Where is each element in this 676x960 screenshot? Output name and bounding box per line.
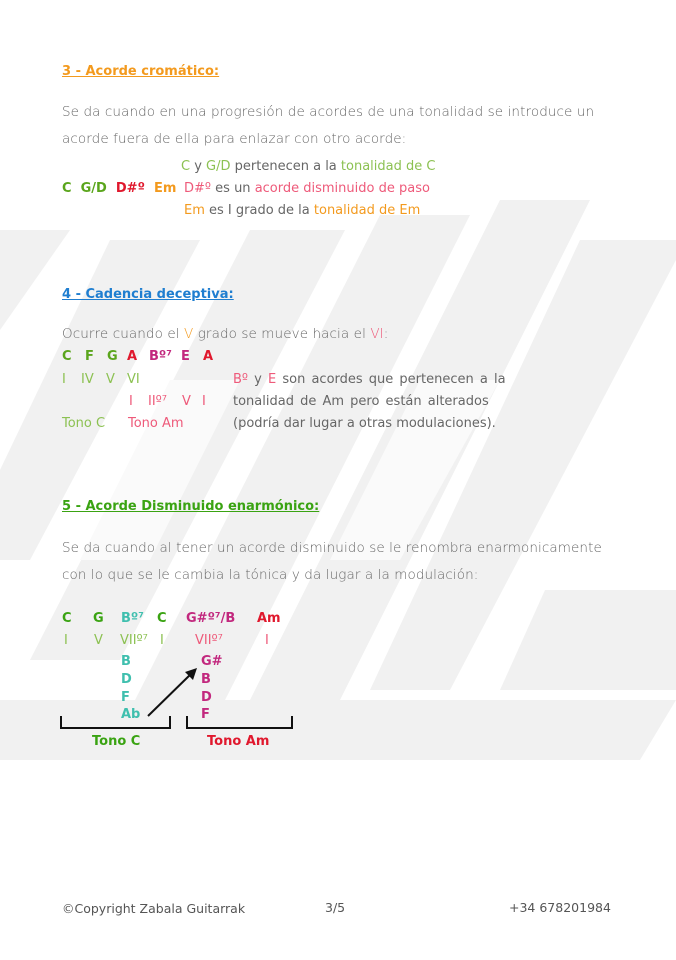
s4-note-line-2: tonalidad de Am pero están alterados xyxy=(233,394,489,409)
s4-degree-iv: IV xyxy=(81,372,94,387)
s4-chord-a: A xyxy=(127,349,138,364)
s5-degree-vii-dim7: VIIº⁷ xyxy=(120,633,148,648)
s5-degree-i2: I xyxy=(160,633,164,648)
s5-chord-c2: C xyxy=(157,611,167,626)
s5-right-note-2: B xyxy=(201,672,211,687)
note-3-key: tonalidad de Em xyxy=(313,203,421,218)
s5-degree-vii-dim7-am: VIIº⁷ xyxy=(195,633,223,648)
bracket-tono-c xyxy=(61,716,170,728)
s4-tono-am: Tono Am xyxy=(128,416,184,431)
note-2-text: es un xyxy=(211,181,255,196)
s5-degree-v: V xyxy=(94,633,103,648)
s4-text-a: Ocurre cuando el xyxy=(62,326,184,342)
section-5-title: 5 - Acorde Disminuido enarmónico: xyxy=(62,499,320,514)
note-1-text-b: pertenecen a la xyxy=(230,159,341,174)
s4-degree-vi: VI xyxy=(370,326,384,342)
s5-chord-g: G xyxy=(93,611,104,626)
s4-degree-v: V xyxy=(183,326,194,342)
footer-phone: +34 678201984 xyxy=(509,900,611,915)
s5-right-note-3: D xyxy=(201,690,212,705)
s4-note-text: son acordes que pertenecen a la xyxy=(276,372,506,387)
footer-copyright: ©Copyright Zabala Guitarrak xyxy=(62,901,246,916)
section-3-title: 3 - Acorde cromático: xyxy=(62,64,220,79)
s4-note-bo: Bº xyxy=(233,372,249,387)
note-1-chord-c: C xyxy=(181,159,191,174)
s4-chord-c: C xyxy=(62,349,72,364)
arrow-line xyxy=(148,671,194,716)
s4-tono-c: Tono C xyxy=(62,416,106,431)
footer-page-number: 3/5 xyxy=(325,900,346,915)
note-1-chord-gd: G/D xyxy=(206,159,231,174)
note-2-chord: D#º xyxy=(184,181,212,196)
s5-tono-am: Tono Am xyxy=(207,734,270,749)
s4-degree-ii-dim7: IIº⁷ xyxy=(148,394,168,409)
s4-note-e: E xyxy=(268,372,277,387)
chord-g-d: G/D xyxy=(80,181,107,196)
bracket-tono-am xyxy=(187,716,292,728)
s4-chord-f: F xyxy=(85,349,94,364)
s5-degree-i: I xyxy=(64,633,68,648)
s4-degree-i-am: I xyxy=(129,394,133,409)
section-3-paragraph-line-1: Se da cuando en una progresión de acordes de una tonalidad se introduce un xyxy=(62,104,595,120)
chord-c: C xyxy=(62,181,72,196)
s5-right-note-4: F xyxy=(201,707,210,722)
section-5-paragraph-line-1: Se da cuando al tener un acorde disminuido se le renombra enarmonicamente xyxy=(62,540,602,556)
section-5-paragraph-line-2: con lo que se le cambia la tónica y da lugar a la modulación: xyxy=(62,567,479,583)
s5-chord-c: C xyxy=(62,611,72,626)
chord-d-sharp-dim: D#º xyxy=(115,181,145,196)
s4-degree-vi: VI xyxy=(127,372,140,387)
note-3-text: es I grado de la xyxy=(204,203,314,218)
s4-degree-v: V xyxy=(106,372,115,387)
s5-left-note-3: F xyxy=(121,690,130,705)
s4-text-c: : xyxy=(383,326,389,342)
note-1-key: tonalidad de C xyxy=(340,159,436,174)
s5-degree-i-am: I xyxy=(265,633,269,648)
s5-left-note-2: D xyxy=(121,672,132,687)
s5-tono-c: Tono C xyxy=(92,734,141,749)
section-4-title: 4 - Cadencia deceptiva: xyxy=(62,287,234,302)
s4-chord-g: G xyxy=(107,349,118,364)
s4-note-line-3: (podría dar lugar a otras modulaciones). xyxy=(233,416,496,431)
note-2-type: acorde disminuido de paso xyxy=(254,181,430,196)
chord-em: Em xyxy=(153,181,177,196)
s4-chord-b-dim7: Bº⁷ xyxy=(149,349,172,364)
s5-chord-am: Am xyxy=(257,611,281,626)
s4-chord-a2: A xyxy=(203,349,214,364)
s4-text-b: grado se mueve hacia el xyxy=(193,326,371,342)
s5-left-note-4: Ab xyxy=(121,707,141,722)
s4-degree-i: I xyxy=(62,372,66,387)
section-3-paragraph-line-2: acorde fuera de ella para enlazar con otro acorde: xyxy=(62,131,407,147)
s5-chord-b-dim7: Bº⁷ xyxy=(121,611,144,626)
s5-right-note-1: G# xyxy=(201,654,223,669)
s4-degree-i-am-2: I xyxy=(202,394,206,409)
s4-note-y: y xyxy=(248,372,269,387)
note-3-chord: Em xyxy=(184,203,205,218)
s5-chord-g-sharp-dim7-b: G#º⁷/B xyxy=(186,611,236,626)
s4-degree-v-am: V xyxy=(182,394,191,409)
note-1-text-a: y xyxy=(190,159,207,174)
s4-chord-e: E xyxy=(181,349,190,364)
s5-left-note-1: B xyxy=(121,654,131,669)
